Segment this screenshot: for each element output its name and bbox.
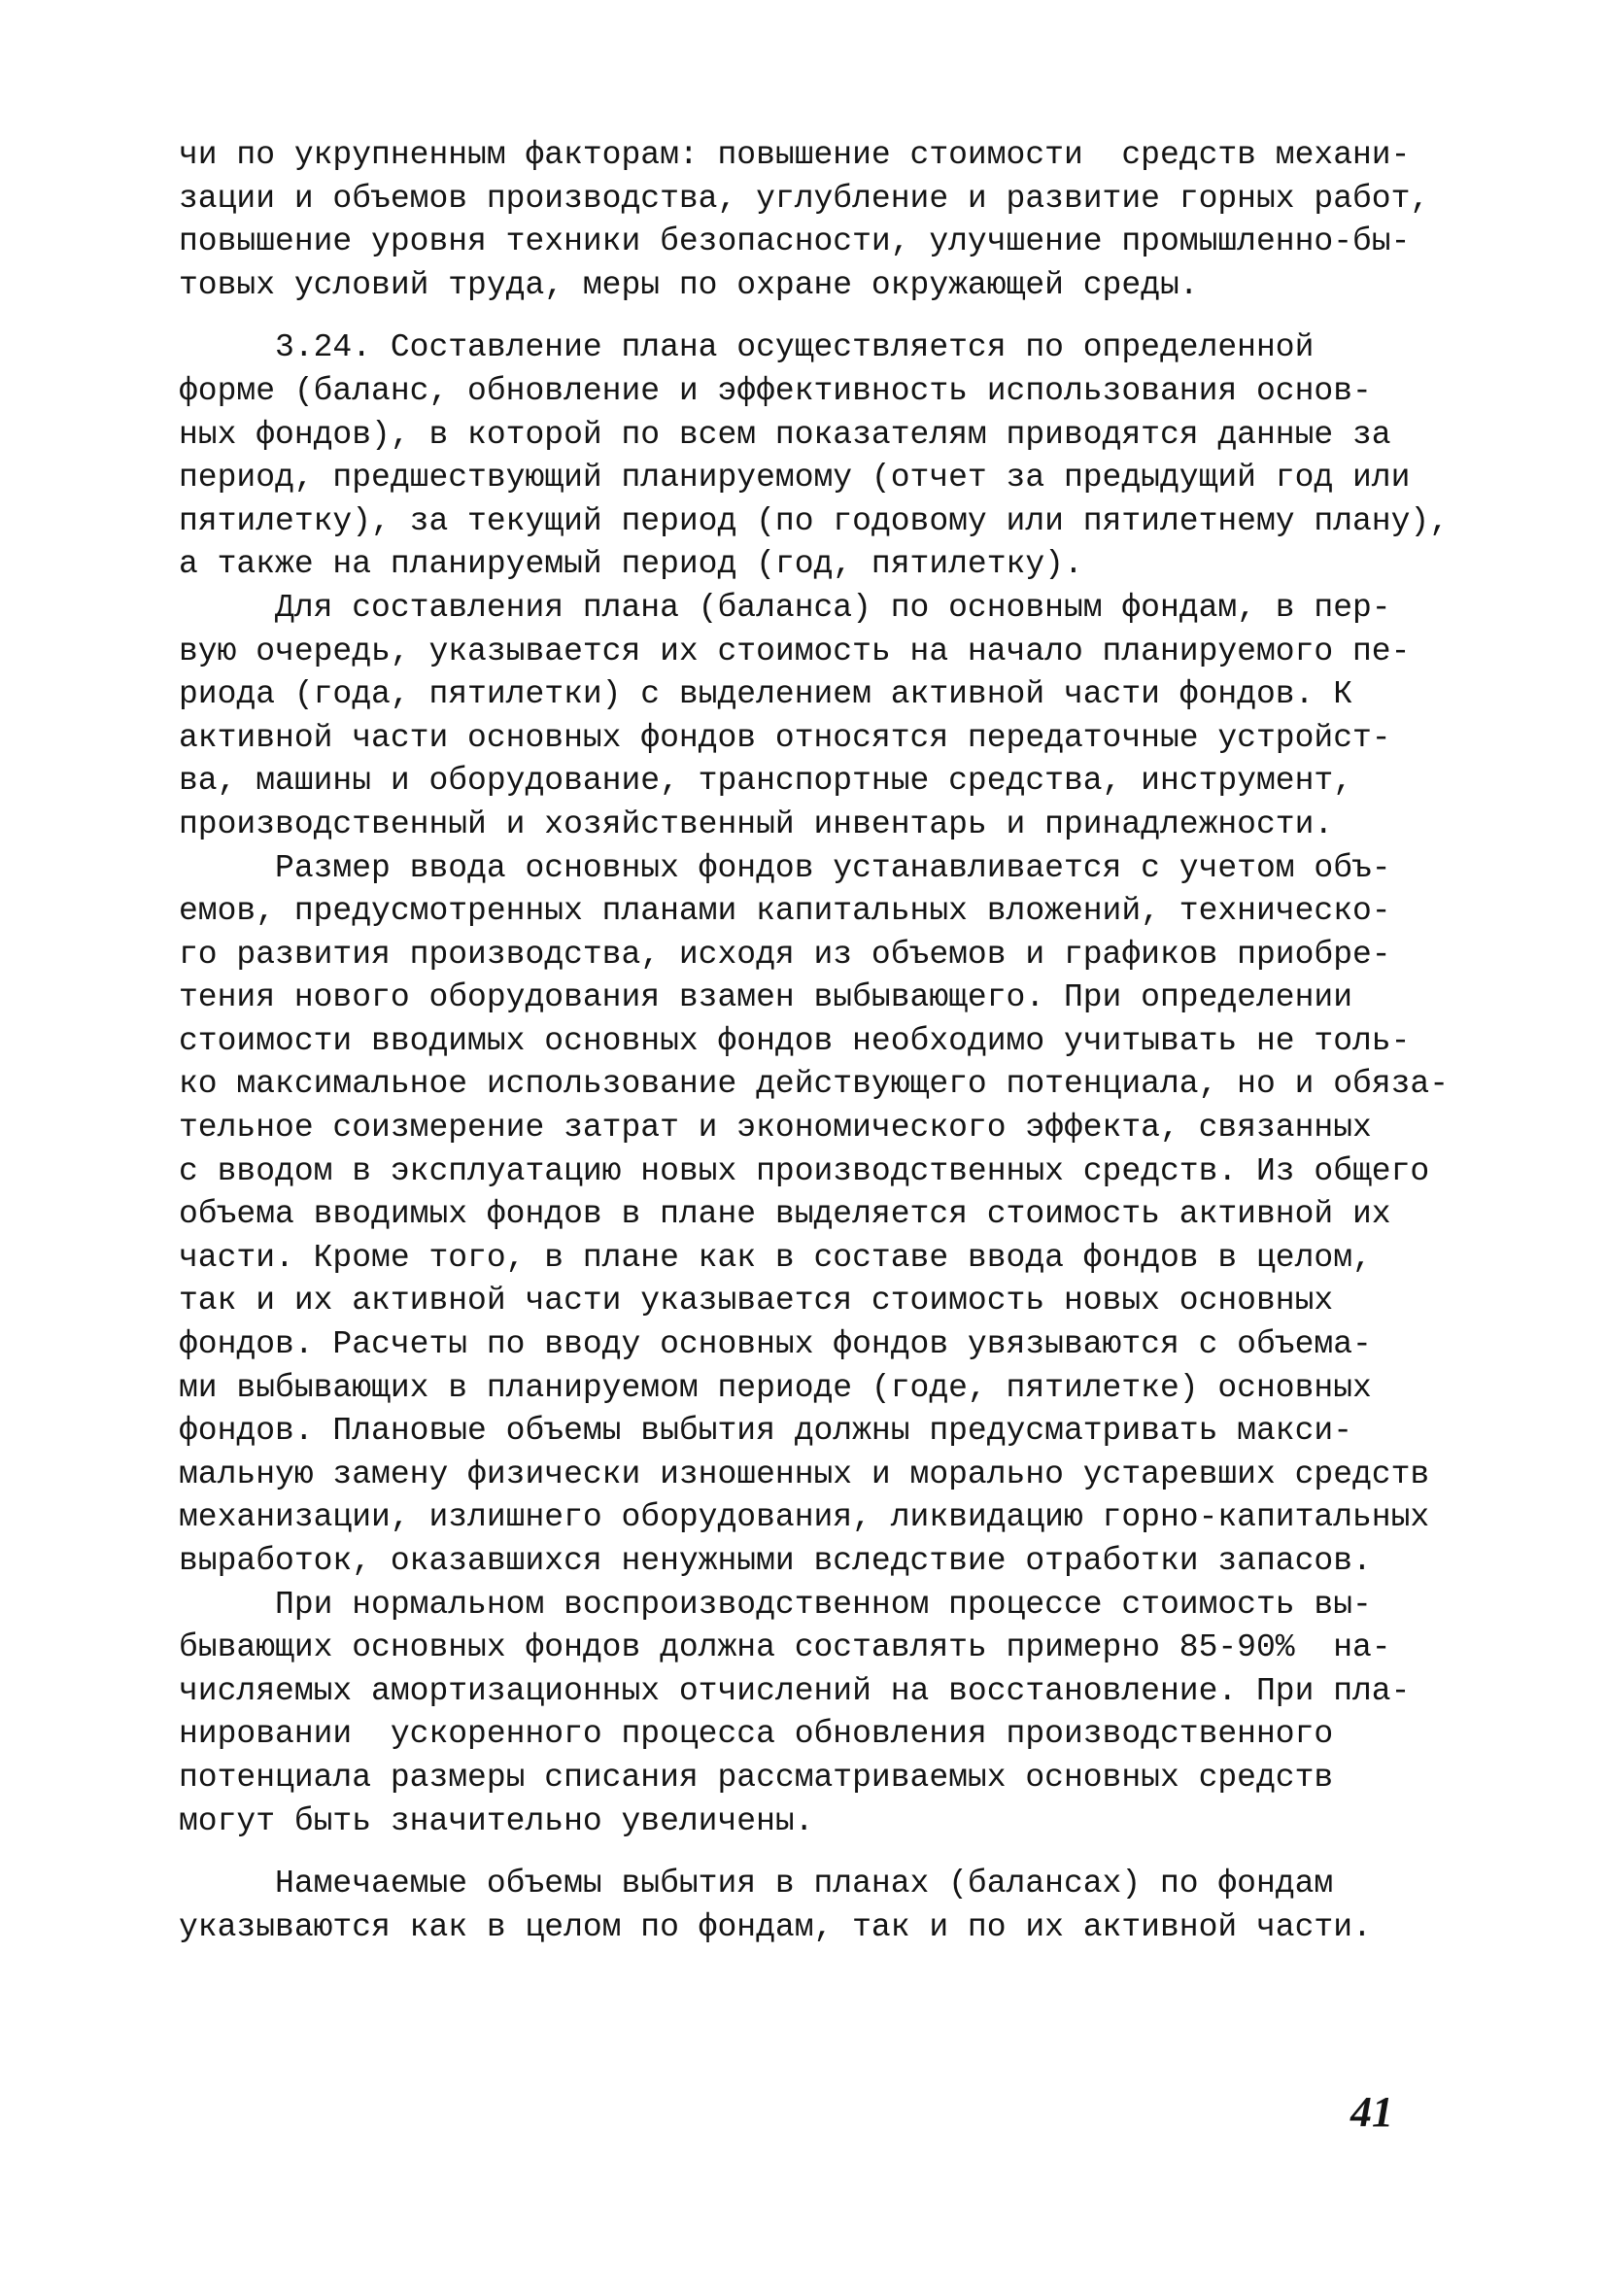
text-line: го развития производства, исходя из объемов и графиков приобре- [179, 936, 1391, 973]
text-line: тения нового оборудования взамен выбывающего. При определении [179, 979, 1352, 1016]
text-line: нировании ускоренного процесса обновления производственного [179, 1716, 1334, 1753]
body-text [179, 134, 1471, 1949]
text-line: 3.24. Составление плана осуществляется по определенной [179, 329, 1315, 366]
text-line: активной части основных фондов относятся передаточные устройст- [179, 719, 1391, 756]
paragraph [179, 326, 1471, 1843]
text-line: повышение уровня техники безопасности, улучшение промышленно-бы- [179, 223, 1411, 260]
text-line: ми выбывающих в планируемом периоде (годе, пятилетке) основных [179, 1369, 1372, 1406]
text-line: потенциала размеры списания рассматриваемых основных средств [179, 1759, 1334, 1796]
text-line: числяемых амортизационных отчислений на восстановление. При пла- [179, 1672, 1411, 1709]
text-line: а также на планируемый период (год, пятилетку). [179, 546, 1083, 583]
text-line: бывающих основных фондов должна составлять примерно 85-90% на- [179, 1629, 1391, 1666]
text-line: риода (года, пятилетки) с выделением активной части фондов. К [179, 676, 1352, 713]
text-line: ных фондов), в которой по всем показателям приводятся данные за [179, 416, 1391, 453]
paragraph-gap [179, 307, 1471, 326]
text-line: период, предшествующий планируемому (отчет за предыдущий год или [179, 460, 1411, 497]
text-line: товых условий труда, меры по охране окружающей среды. [179, 266, 1199, 303]
text-line: Размер ввода основных фондов устанавливается с учетом объ- [179, 849, 1391, 886]
paragraph [179, 1863, 1471, 1949]
text-line: мальную замену физически изношенных и морально устаревших средств [179, 1456, 1430, 1492]
page-number: 41 [1350, 2088, 1393, 2136]
text-line: могут быть значительно увеличены. [179, 1802, 814, 1839]
text-line: выработок, оказавшихся ненужными вследствие отработки запасов. [179, 1543, 1372, 1579]
text-line: Для составления плана (баланса) по основным фондам, в пер- [179, 589, 1391, 626]
text-line: форме (баланс, обновление и эффективность использования основ- [179, 372, 1372, 409]
text-line: механизации, излишнего оборудования, ликвидацию горно-капитальных [179, 1499, 1430, 1536]
text-line: чи по укрупненным факторам: повышение стоимости средств механи- [179, 137, 1411, 173]
text-line: объема вводимых фондов в плане выделяется стоимость активной их [179, 1196, 1391, 1233]
text-line: емов, предусмотренных планами капитальных вложений, техническо- [179, 893, 1391, 930]
text-line: части. Кроме того, в плане как в составе ввода фондов в целом, [179, 1239, 1372, 1276]
text-line: так и их активной части указывается стоимость новых основных [179, 1283, 1334, 1319]
paragraph-gap [179, 1843, 1471, 1863]
text-line: производственный и хозяйственный инвентарь и принадлежности. [179, 805, 1334, 842]
text-line: ко максимальное использование действующего потенциала, но и обяза- [179, 1066, 1450, 1103]
text-line: пятилетку), за текущий период (по годовому или пятилетнему плану), [179, 502, 1450, 539]
text-line: стоимости вводимых основных фондов необходимо учитывать не толь- [179, 1022, 1411, 1059]
text-line: фондов. Расчеты по вводу основных фондов увязываются с объема- [179, 1326, 1372, 1363]
text-line: указываются как в целом по фондам, так и по их активной части. [179, 1908, 1372, 1945]
text-line: с вводом в эксплуатацию новых производственных средств. Из общего [179, 1152, 1430, 1189]
text-line: Намечаемые объемы выбытия в планах (балансах) по фондам [179, 1866, 1334, 1902]
text-line: При нормальном воспроизводственном процессе стоимость вы- [179, 1586, 1372, 1623]
text-line: ва, машины и оборудование, транспортные средства, инструмент, [179, 763, 1352, 800]
text-line: зации и объемов производства, углубление и развитие горных работ, [179, 180, 1430, 217]
text-line: вую очередь, указывается их стоимость на начало планируемого пе- [179, 633, 1411, 669]
paragraph [179, 134, 1471, 307]
text-line: фондов. Плановые объемы выбытия должны предусматривать макси- [179, 1413, 1352, 1450]
text-line: тельное соизмерение затрат и экономического эффекта, связанных [179, 1110, 1372, 1147]
